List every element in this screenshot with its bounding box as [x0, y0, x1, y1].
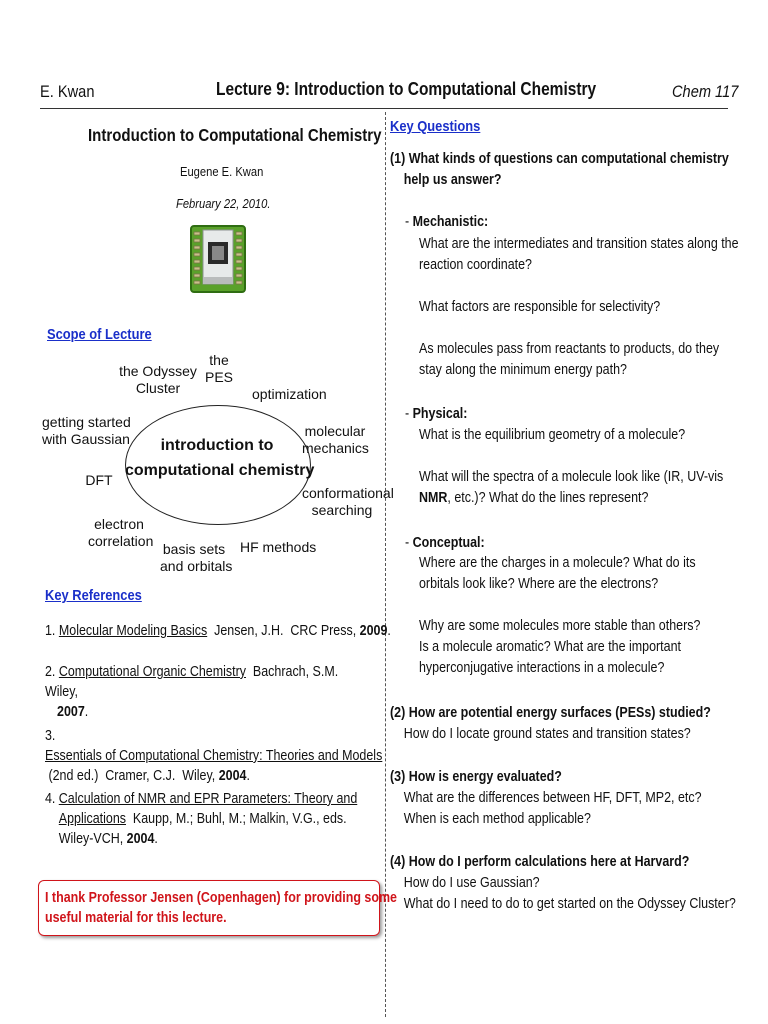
nmr-bold: NMR	[419, 490, 448, 506]
ref-year: 2004	[126, 831, 155, 847]
ref-tail: .	[84, 704, 89, 720]
ref-number: 4.	[45, 791, 56, 807]
header-rule	[40, 108, 728, 109]
lecture-title: Introduction to Computational Chemistry	[88, 125, 382, 145]
q-line: What factors are responsible for selectivity?	[419, 299, 661, 315]
topic-line: and orbitals	[160, 558, 233, 574]
header-course: Chem 117	[672, 82, 739, 101]
q-line: When is each method applicable?	[403, 811, 591, 827]
ref-title: Calculation of NMR and EPR Parameters: Theory and Applications	[58, 791, 358, 827]
topic-conformational-searching	[302, 485, 394, 519]
scope-heading: Scope of Lecture	[47, 326, 152, 343]
reference-item	[45, 662, 375, 722]
ref-tail: .	[387, 623, 391, 639]
ref-details: Jensen, J.H. CRC Press,	[207, 623, 360, 639]
topic-electron-correlation	[88, 516, 154, 550]
q-heading: (3) How is energy evaluated?	[390, 769, 562, 785]
ref-tail: .	[154, 831, 158, 847]
question-1	[390, 149, 729, 191]
lecture-date: February 22, 2010.	[176, 196, 271, 211]
physical-items	[419, 425, 723, 509]
q-line: stay along the minimum energy path?	[419, 362, 627, 378]
ref-details: Bachrach, S.M. Wiley,	[45, 664, 346, 700]
topic-hf-methods	[240, 539, 317, 556]
topic-line: Cluster	[135, 380, 181, 396]
topic-line: basis sets	[162, 541, 226, 557]
topic-molecular-mechanics	[302, 423, 368, 457]
topic-line: correlation	[88, 533, 154, 549]
q-line: Is a molecule aromatic? What are the important	[419, 639, 681, 655]
ref-tail: .	[246, 768, 250, 784]
topic-pes	[198, 352, 240, 386]
q-line: reaction coordinate?	[419, 257, 533, 273]
ref-year: 2007	[57, 704, 85, 720]
topic-line: optimization	[252, 386, 327, 402]
ref-title: Essentials of Computational Chemistry: Theories and Models	[45, 748, 383, 764]
question-3	[390, 767, 702, 830]
topic-dft	[84, 472, 114, 489]
q-line: , etc.)? What do the lines represent?	[447, 490, 649, 506]
topic-basis-sets	[160, 541, 233, 575]
ref-title: Computational Organic Chemistry	[58, 664, 246, 680]
mechanistic-label: - Mechanistic:	[405, 214, 489, 230]
q-line: (1) What kinds of questions can computational chemistry	[390, 151, 729, 167]
topic-getting-started-gaussian	[42, 414, 131, 448]
topic-odyssey-cluster	[118, 363, 198, 397]
acknowledgement-line: useful material for this lecture.	[45, 910, 227, 926]
ref-details: (2nd ed.) Cramer, C.J. Wiley,	[45, 768, 219, 784]
references-heading: Key References	[45, 587, 142, 604]
q-line: What will the spectra of a molecule look like (IR, UV-vis	[419, 469, 724, 485]
q-heading: (4) How do I perform calculations here at Harvard?	[390, 854, 690, 870]
conceptual-label-text: Conceptual:	[412, 535, 485, 551]
reference-item	[45, 789, 375, 849]
reference-item	[45, 621, 391, 641]
q-line: How do I use Gaussian?	[403, 875, 540, 891]
topic-line: getting started	[42, 414, 131, 430]
acknowledgement-line: I thank Professor Jensen (Copenhagen) for providing some	[45, 890, 397, 906]
center-line: computational chemistry	[125, 462, 315, 479]
ref-details: Kaupp, M.; Buhl, M.; Malkin, V.G., eds. Wiley-VCH,	[58, 811, 354, 847]
mechanistic-label-text: Mechanistic:	[412, 214, 489, 230]
q-heading: (2) How are potential energy surfaces (PESs) studied?	[390, 705, 711, 721]
topic-line: mechanics	[302, 440, 369, 456]
q-line: Where are the charges in a molecule? What do its	[419, 555, 696, 571]
topic-line: molecular	[304, 423, 366, 439]
header-title: Lecture 9: Introduction to Computational Chemistry	[216, 79, 597, 99]
topic-line: with Gaussian	[42, 431, 130, 447]
q-line: What do I need to do to get started on the Odyssey Cluster?	[403, 896, 736, 912]
topic-line: conformational	[302, 485, 394, 501]
diagram-center-label	[125, 433, 315, 483]
presenter-name: Eugene E. Kwan	[180, 164, 264, 179]
cpu-chip-icon	[190, 222, 246, 299]
q-line: What is the equilibrium geometry of a molecule?	[419, 427, 686, 443]
physical-label-text: Physical:	[412, 406, 468, 422]
mechanistic-items	[419, 234, 739, 381]
column-divider	[385, 112, 386, 1017]
q-line: hyperconjugative interactions in a molecule?	[419, 660, 665, 676]
question-4	[390, 852, 736, 915]
topic-line: the Odyssey	[119, 363, 197, 379]
topic-line: DFT	[85, 472, 113, 488]
topic-optimization	[252, 386, 327, 403]
center-line: introduction to	[160, 437, 274, 454]
ref-number: 1.	[45, 623, 56, 639]
physical-label: - Physical:	[405, 406, 468, 422]
topic-line: HF methods	[240, 539, 317, 555]
q-line: Why are some molecules more stable than others?	[419, 618, 701, 634]
ref-number: 3.	[45, 728, 56, 744]
conceptual-items	[419, 553, 700, 679]
ref-number: 2.	[45, 664, 56, 680]
conceptual-label: - Conceptual:	[405, 535, 485, 551]
header-author: E. Kwan	[40, 82, 95, 101]
q-line: help us answer?	[403, 172, 502, 188]
topic-line: PES	[204, 369, 233, 385]
ref-year: 2009	[359, 623, 388, 639]
key-questions-heading: Key Questions	[390, 118, 481, 135]
topic-line: searching	[311, 502, 373, 518]
q-line: What are the intermediates and transition states along the	[419, 236, 739, 252]
acknowledgement-text	[45, 888, 397, 928]
q-line: How do I locate ground states and transition states?	[403, 726, 691, 742]
q-line: orbitals look like? Where are the electrons?	[419, 576, 659, 592]
question-2	[390, 703, 711, 745]
q-line: As molecules pass from reactants to products, do they	[419, 341, 720, 357]
ref-title: Molecular Modeling Basics	[58, 623, 208, 639]
topic-line: electron	[94, 516, 144, 532]
q-line: What are the differences between HF, DFT, MP2, etc?	[403, 790, 702, 806]
topic-line: the	[209, 352, 229, 368]
ref-year: 2004	[218, 768, 247, 784]
reference-item	[45, 726, 383, 786]
